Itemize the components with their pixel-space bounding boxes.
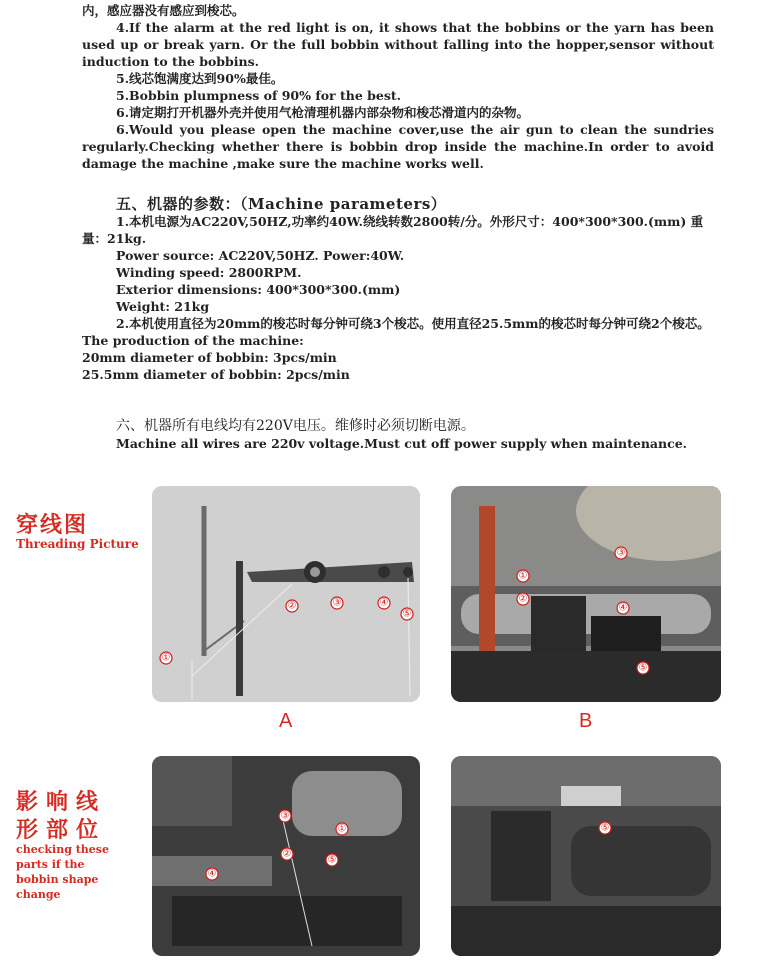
- caption-b: B: [579, 710, 593, 732]
- production-25mm: 25.5mm diameter of bobbin: 2pcs/min: [82, 367, 350, 382]
- param-weight: Weight: 21kg: [116, 299, 210, 314]
- marker-1-a-label: ①: [161, 652, 171, 664]
- threading-photo-a: [152, 486, 420, 702]
- marker-4-a-label: ④: [379, 597, 389, 609]
- section-5-title: 五、机器的参数：（Machine parameters）: [116, 195, 447, 213]
- param-power: Power source: AC220V,50HZ. Power:40W.: [116, 248, 405, 263]
- param-1-cn: 1.本机电源为AC220V,50HZ,功率约40W.绕线转数2800转/分。外形尺寸：400*300*300.(mm) 重量：21kg.: [82, 214, 704, 246]
- marker-4-b-label: ④: [618, 602, 628, 614]
- check-photo-c: [152, 756, 420, 956]
- marker-3-c-label: ③: [280, 810, 290, 822]
- marker-2-c-label: ②: [282, 848, 292, 860]
- param-dimensions: Exterior dimensions: 400*300*300.(mm): [116, 282, 401, 297]
- marker-5-d-label: ⑤: [600, 822, 610, 834]
- marker-2-b-label: ②: [518, 593, 528, 605]
- parameters-section: [82, 196, 714, 383]
- marker-4-c-label: ④: [207, 868, 217, 880]
- caption-a: A: [279, 710, 293, 732]
- marker-3-a-label: ③: [332, 597, 342, 609]
- instructions-text: [82, 2, 714, 172]
- check-title-cn-1: 影响线: [16, 790, 107, 815]
- marker-5-a-label: ⑤: [402, 608, 412, 620]
- line-sensor-cn: 内，感应器没有感应到梭芯。: [82, 3, 245, 18]
- cleaning-cn: 6.请定期打开机器外壳并使用气枪清理机器内部杂物和梭芯滑道内的杂物。: [116, 105, 530, 120]
- param-2-cn: 2.本机使用直径为20mm的梭芯时每分钟可绕3个梭芯。使用直径25.5mm的梭芯时每分钟可绕2个梭芯。: [116, 316, 710, 331]
- plumpness-cn: 5.线芯饱满度达到90%最佳。: [116, 71, 284, 86]
- param-speed: Winding speed: 2800RPM.: [116, 265, 302, 280]
- marker-3-b-label: ③: [616, 547, 626, 559]
- check-title-cn-2: 形部位: [16, 818, 107, 843]
- section-6-title: 六、机器所有电线均有220V电压。维修时必须切断电源。: [116, 418, 475, 434]
- marker-5-b-label: ⑤: [638, 662, 648, 674]
- threading-title-cn: 穿线图: [16, 513, 89, 538]
- threading-title-en: Threading Picture: [16, 537, 139, 551]
- marker-1-c-label: ①: [337, 823, 347, 835]
- production-title: The production of the machine:: [82, 333, 304, 348]
- section-6-en: Machine all wires are 220v voltage.Must cut off power supply when maintenance.: [116, 436, 688, 451]
- cleaning-en: 6.Would you please open the machine cover,use the air gun to clean the sundries regularly.Checking whether there is bobbin drop inside the machine.In order to avoid damage the machine ,make sure the machine works well.: [82, 122, 714, 171]
- production-20mm: 20mm diameter of bobbin: 3pcs/min: [82, 350, 337, 365]
- alarm-note-en: 4.If the alarm at the red light is on, it shows that the bobbins or the yarn has been used up or break yarn. Or the full bobbin without falling into the hopper,sensor without induction to the bobbins.: [82, 20, 714, 69]
- check-title-en: checking these parts if the bobbin shape change: [16, 843, 109, 901]
- marker-2-a-label: ②: [287, 600, 297, 612]
- voltage-section: [82, 418, 714, 452]
- plumpness-en: 5.Bobbin plumpness of 90% for the best.: [116, 88, 401, 103]
- marker-1-b-label: ①: [518, 570, 528, 582]
- check-photo-d: [451, 756, 721, 956]
- marker-5-c-label: ⑤: [327, 854, 337, 866]
- threading-photo-b: [451, 486, 721, 702]
